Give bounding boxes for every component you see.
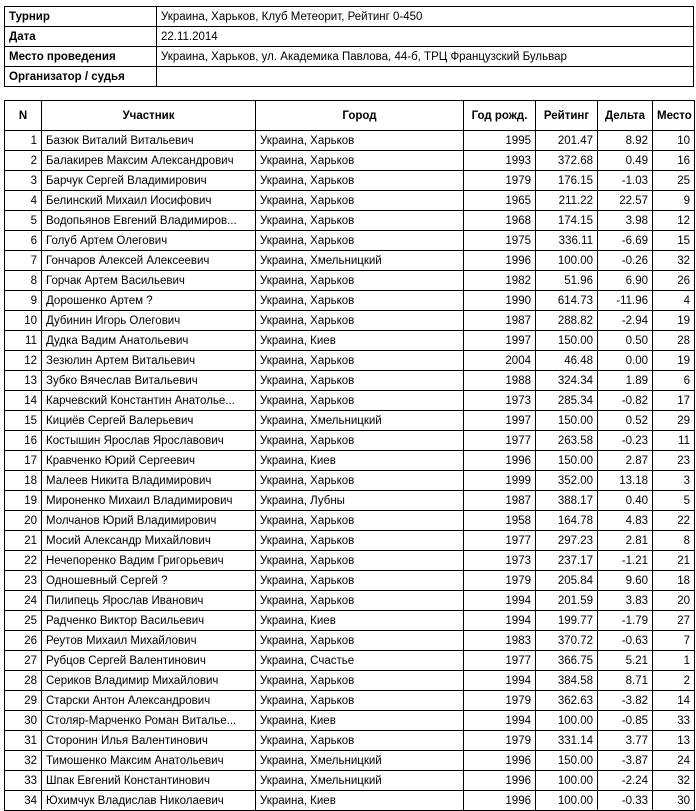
cell-n: 30 — [5, 711, 42, 731]
cell-participant: Радченко Виктор Васильевич — [42, 611, 256, 631]
cell-city: Украина, Киев — [256, 451, 464, 471]
cell-delta: 1.89 — [598, 371, 653, 391]
table-row — [5, 751, 695, 771]
cell-city: Украина, Харьков — [256, 351, 464, 371]
cell-place: 22 — [653, 511, 695, 531]
cell-delta: -1.21 — [598, 551, 653, 571]
cell-city: Украина, Харьков — [256, 191, 464, 211]
info-label: Дата — [5, 27, 157, 47]
cell-birth-year: 1996 — [464, 451, 536, 471]
cell-birth-year: 1994 — [464, 611, 536, 631]
cell-birth-year: 1977 — [464, 431, 536, 451]
cell-city: Украина, Харьков — [256, 171, 464, 191]
table-row — [5, 511, 695, 531]
cell-rating: 174.15 — [536, 211, 598, 231]
cell-n: 14 — [5, 391, 42, 411]
cell-rating: 370.72 — [536, 631, 598, 651]
results-table — [4, 100, 695, 811]
cell-delta: 4.83 — [598, 511, 653, 531]
header-delta: Дельта — [598, 101, 653, 131]
cell-birth-year: 1994 — [464, 671, 536, 691]
cell-place: 20 — [653, 591, 695, 611]
cell-participant: Одношевный Сергей ? — [42, 571, 256, 591]
info-row — [5, 7, 694, 27]
cell-participant: Мироненко Михаил Владимирович — [42, 491, 256, 511]
cell-rating: 285.34 — [536, 391, 598, 411]
cell-delta: -0.33 — [598, 791, 653, 811]
cell-birth-year: 1994 — [464, 591, 536, 611]
cell-n: 23 — [5, 571, 42, 591]
cell-participant: Дорошенко Артем ? — [42, 291, 256, 311]
cell-delta: 8.92 — [598, 131, 653, 151]
cell-city: Украина, Харьков — [256, 151, 464, 171]
cell-rating: 336.11 — [536, 231, 598, 251]
cell-delta: 0.00 — [598, 351, 653, 371]
cell-participant: Молчанов Юрий Владимирович — [42, 511, 256, 531]
cell-city: Украина, Харьков — [256, 571, 464, 591]
cell-rating: 150.00 — [536, 411, 598, 431]
tournament-info-table — [4, 6, 694, 87]
cell-rating: 164.78 — [536, 511, 598, 531]
cell-city: Украина, Харьков — [256, 391, 464, 411]
cell-participant: Пилипець Ярослав Иванович — [42, 591, 256, 611]
cell-birth-year: 1997 — [464, 331, 536, 351]
cell-rating: 201.47 — [536, 131, 598, 151]
cell-city: Украина, Харьков — [256, 631, 464, 651]
info-label: Организатор / судья — [5, 67, 157, 87]
cell-n: 31 — [5, 731, 42, 751]
cell-participant: Зубко Вячеслав Витальевич — [42, 371, 256, 391]
cell-birth-year: 1983 — [464, 631, 536, 651]
cell-participant: Тимошенко Максим Анатольевич — [42, 751, 256, 771]
cell-birth-year: 1997 — [464, 411, 536, 431]
info-value — [157, 67, 694, 87]
cell-city: Украина, Харьков — [256, 471, 464, 491]
cell-rating: 297.23 — [536, 531, 598, 551]
cell-rating: 237.17 — [536, 551, 598, 571]
cell-place: 27 — [653, 611, 695, 631]
table-row — [5, 691, 695, 711]
info-value: Украина, Харьков, ул. Академика Павлова, 44-б, ТРЦ Французский Бульвар — [157, 47, 694, 67]
cell-birth-year: 1996 — [464, 251, 536, 271]
cell-n: 29 — [5, 691, 42, 711]
table-row — [5, 551, 695, 571]
cell-place: 15 — [653, 231, 695, 251]
table-row — [5, 731, 695, 751]
cell-birth-year: 1973 — [464, 391, 536, 411]
cell-city: Украина, Киев — [256, 331, 464, 351]
cell-n: 28 — [5, 671, 42, 691]
cell-place: 32 — [653, 251, 695, 271]
cell-birth-year: 1996 — [464, 771, 536, 791]
cell-birth-year: 1988 — [464, 371, 536, 391]
cell-place: 33 — [653, 711, 695, 731]
table-row — [5, 311, 695, 331]
table-row — [5, 211, 695, 231]
cell-place: 25 — [653, 171, 695, 191]
cell-rating: 100.00 — [536, 791, 598, 811]
cell-n: 21 — [5, 531, 42, 551]
info-label: Турнир — [5, 7, 157, 27]
cell-participant: Белинский Михаил Иосифович — [42, 191, 256, 211]
cell-rating: 211.22 — [536, 191, 598, 211]
cell-delta: 2.87 — [598, 451, 653, 471]
cell-n: 4 — [5, 191, 42, 211]
cell-n: 25 — [5, 611, 42, 631]
cell-city: Украина, Харьков — [256, 731, 464, 751]
header-rating: Рейтинг — [536, 101, 598, 131]
cell-rating: 388.17 — [536, 491, 598, 511]
cell-participant: Базюк Виталий Витальевич — [42, 131, 256, 151]
cell-rating: 150.00 — [536, 751, 598, 771]
cell-n: 1 — [5, 131, 42, 151]
cell-rating: 205.84 — [536, 571, 598, 591]
cell-n: 18 — [5, 471, 42, 491]
cell-place: 29 — [653, 411, 695, 431]
cell-place: 9 — [653, 191, 695, 211]
cell-place: 7 — [653, 631, 695, 651]
cell-participant: Столяр-Марченко Роман Виталье... — [42, 711, 256, 731]
cell-n: 22 — [5, 551, 42, 571]
cell-n: 5 — [5, 211, 42, 231]
cell-participant: Кравченко Юрий Сергеевич — [42, 451, 256, 471]
table-row — [5, 671, 695, 691]
cell-n: 33 — [5, 771, 42, 791]
cell-rating: 100.00 — [536, 771, 598, 791]
cell-birth-year: 1958 — [464, 511, 536, 531]
cell-city: Украина, Харьков — [256, 371, 464, 391]
cell-place: 19 — [653, 351, 695, 371]
table-row — [5, 351, 695, 371]
cell-n: 15 — [5, 411, 42, 431]
cell-place: 30 — [653, 791, 695, 811]
info-row — [5, 27, 694, 47]
cell-n: 7 — [5, 251, 42, 271]
cell-delta: 8.71 — [598, 671, 653, 691]
cell-rating: 384.58 — [536, 671, 598, 691]
cell-place: 12 — [653, 211, 695, 231]
cell-delta: 0.50 — [598, 331, 653, 351]
header-birth-year: Год рожд. — [464, 101, 536, 131]
cell-city: Украина, Харьков — [256, 311, 464, 331]
table-row — [5, 451, 695, 471]
cell-rating: 100.00 — [536, 251, 598, 271]
cell-rating: 201.59 — [536, 591, 598, 611]
cell-place: 4 — [653, 291, 695, 311]
cell-place: 1 — [653, 651, 695, 671]
results-header-row — [5, 101, 695, 131]
cell-place: 23 — [653, 451, 695, 471]
cell-birth-year: 1993 — [464, 151, 536, 171]
cell-place: 17 — [653, 391, 695, 411]
cell-place: 18 — [653, 571, 695, 591]
cell-birth-year: 1982 — [464, 271, 536, 291]
table-row — [5, 151, 695, 171]
info-row — [5, 47, 694, 67]
cell-participant: Барчук Сергей Владимирович — [42, 171, 256, 191]
table-row — [5, 191, 695, 211]
table-row — [5, 171, 695, 191]
cell-city: Украина, Хмельницкий — [256, 771, 464, 791]
table-row — [5, 771, 695, 791]
info-row — [5, 67, 694, 87]
cell-rating: 366.75 — [536, 651, 598, 671]
cell-rating: 46.48 — [536, 351, 598, 371]
cell-birth-year: 1975 — [464, 231, 536, 251]
cell-delta: -0.82 — [598, 391, 653, 411]
cell-participant: Гончаров Алексей Алексеевич — [42, 251, 256, 271]
cell-birth-year: 1979 — [464, 171, 536, 191]
cell-n: 19 — [5, 491, 42, 511]
cell-n: 6 — [5, 231, 42, 251]
cell-birth-year: 1979 — [464, 731, 536, 751]
table-row — [5, 431, 695, 451]
cell-delta: 3.83 — [598, 591, 653, 611]
cell-city: Украина, Харьков — [256, 551, 464, 571]
cell-n: 32 — [5, 751, 42, 771]
cell-rating: 263.58 — [536, 431, 598, 451]
table-row — [5, 791, 695, 811]
cell-rating: 199.77 — [536, 611, 598, 631]
cell-participant: Зезюлин Артем Витальевич — [42, 351, 256, 371]
cell-participant: Старски Антон Александрович — [42, 691, 256, 711]
cell-delta: -3.82 — [598, 691, 653, 711]
cell-n: 26 — [5, 631, 42, 651]
header-city: Город — [256, 101, 464, 131]
cell-birth-year: 1987 — [464, 491, 536, 511]
cell-city: Украина, Хмельницкий — [256, 411, 464, 431]
cell-n: 10 — [5, 311, 42, 331]
cell-participant: Дудка Вадим Анатольевич — [42, 331, 256, 351]
cell-place: 21 — [653, 551, 695, 571]
cell-participant: Дубинин Игорь Олегович — [42, 311, 256, 331]
cell-birth-year: 1994 — [464, 711, 536, 731]
cell-participant: Голуб Артем Олегович — [42, 231, 256, 251]
cell-n: 16 — [5, 431, 42, 451]
cell-rating: 362.63 — [536, 691, 598, 711]
cell-n: 3 — [5, 171, 42, 191]
cell-delta: 3.98 — [598, 211, 653, 231]
cell-birth-year: 1990 — [464, 291, 536, 311]
cell-delta: -3.87 — [598, 751, 653, 771]
cell-participant: Шпак Евгений Константинович — [42, 771, 256, 791]
cell-city: Украина, Хмельницкий — [256, 751, 464, 771]
cell-place: 14 — [653, 691, 695, 711]
cell-delta: 13.18 — [598, 471, 653, 491]
cell-rating: 372.68 — [536, 151, 598, 171]
cell-place: 2 — [653, 671, 695, 691]
cell-city: Украина, Харьков — [256, 291, 464, 311]
cell-place: 32 — [653, 771, 695, 791]
cell-place: 24 — [653, 751, 695, 771]
cell-participant: Реутов Михаил Михайлович — [42, 631, 256, 651]
cell-place: 11 — [653, 431, 695, 451]
cell-place: 28 — [653, 331, 695, 351]
cell-birth-year: 1995 — [464, 131, 536, 151]
cell-n: 12 — [5, 351, 42, 371]
cell-participant: Балакирев Максим Александрович — [42, 151, 256, 171]
table-row — [5, 131, 695, 151]
table-row — [5, 571, 695, 591]
cell-rating: 614.73 — [536, 291, 598, 311]
cell-delta: 0.52 — [598, 411, 653, 431]
table-row — [5, 231, 695, 251]
cell-participant: Сторонин Илья Валентинович — [42, 731, 256, 751]
cell-n: 24 — [5, 591, 42, 611]
cell-city: Украина, Киев — [256, 791, 464, 811]
header-place: Место — [653, 101, 695, 131]
cell-birth-year: 1973 — [464, 551, 536, 571]
cell-city: Украина, Киев — [256, 711, 464, 731]
cell-birth-year: 1987 — [464, 311, 536, 331]
cell-birth-year: 1968 — [464, 211, 536, 231]
cell-place: 5 — [653, 491, 695, 511]
cell-delta: -1.79 — [598, 611, 653, 631]
cell-participant: Мосий Александр Михайлович — [42, 531, 256, 551]
cell-rating: 324.34 — [536, 371, 598, 391]
table-row — [5, 531, 695, 551]
cell-rating: 100.00 — [536, 711, 598, 731]
cell-delta: 3.77 — [598, 731, 653, 751]
cell-place: 16 — [653, 151, 695, 171]
table-row — [5, 611, 695, 631]
cell-city: Украина, Счастье — [256, 651, 464, 671]
table-row — [5, 591, 695, 611]
cell-participant: Кициёв Сергей Валерьевич — [42, 411, 256, 431]
cell-birth-year: 2004 — [464, 351, 536, 371]
table-row — [5, 491, 695, 511]
cell-place: 19 — [653, 311, 695, 331]
cell-n: 2 — [5, 151, 42, 171]
info-value: Украина, Харьков, Клуб Метеорит, Рейтинг 0-450 — [157, 7, 694, 27]
cell-rating: 176.15 — [536, 171, 598, 191]
cell-delta: 9.60 — [598, 571, 653, 591]
cell-participant: Горчак Артем Васильевич — [42, 271, 256, 291]
cell-n: 34 — [5, 791, 42, 811]
cell-rating: 150.00 — [536, 451, 598, 471]
cell-place: 3 — [653, 471, 695, 491]
cell-participant: Сериков Владимир Михайлович — [42, 671, 256, 691]
cell-city: Украина, Харьков — [256, 131, 464, 151]
cell-delta: 5.21 — [598, 651, 653, 671]
table-row — [5, 391, 695, 411]
cell-place: 13 — [653, 731, 695, 751]
cell-place: 26 — [653, 271, 695, 291]
cell-n: 11 — [5, 331, 42, 351]
cell-birth-year: 1999 — [464, 471, 536, 491]
cell-n: 13 — [5, 371, 42, 391]
cell-delta: -6.69 — [598, 231, 653, 251]
cell-delta: -2.94 — [598, 311, 653, 331]
cell-delta: -11.96 — [598, 291, 653, 311]
cell-rating: 150.00 — [536, 331, 598, 351]
cell-n: 17 — [5, 451, 42, 471]
cell-place: 10 — [653, 131, 695, 151]
cell-participant: Нечепоренко Вадим Григорьевич — [42, 551, 256, 571]
cell-city: Украина, Киев — [256, 611, 464, 631]
cell-city: Украина, Лубны — [256, 491, 464, 511]
table-row — [5, 471, 695, 491]
table-row — [5, 631, 695, 651]
table-row — [5, 371, 695, 391]
cell-n: 27 — [5, 651, 42, 671]
cell-city: Украина, Харьков — [256, 211, 464, 231]
cell-rating: 331.14 — [536, 731, 598, 751]
cell-birth-year: 1965 — [464, 191, 536, 211]
cell-n: 20 — [5, 511, 42, 531]
cell-delta: 0.49 — [598, 151, 653, 171]
cell-n: 9 — [5, 291, 42, 311]
cell-city: Украина, Харьков — [256, 271, 464, 291]
header-n: N — [5, 101, 42, 131]
cell-birth-year: 1977 — [464, 531, 536, 551]
cell-rating: 352.00 — [536, 471, 598, 491]
cell-delta: 0.40 — [598, 491, 653, 511]
cell-birth-year: 1996 — [464, 791, 536, 811]
cell-participant: Юхимчук Владислав Николаевич — [42, 791, 256, 811]
cell-birth-year: 1979 — [464, 691, 536, 711]
table-row — [5, 651, 695, 671]
cell-place: 6 — [653, 371, 695, 391]
table-row — [5, 331, 695, 351]
cell-city: Украина, Харьков — [256, 231, 464, 251]
cell-birth-year: 1977 — [464, 651, 536, 671]
cell-birth-year: 1979 — [464, 571, 536, 591]
cell-city: Украина, Харьков — [256, 591, 464, 611]
cell-delta: -0.26 — [598, 251, 653, 271]
cell-n: 8 — [5, 271, 42, 291]
cell-participant: Малеев Никита Владимирович — [42, 471, 256, 491]
cell-delta: 22.57 — [598, 191, 653, 211]
cell-place: 8 — [653, 531, 695, 551]
cell-delta: -1.03 — [598, 171, 653, 191]
cell-delta: -2.24 — [598, 771, 653, 791]
cell-city: Украина, Хмельницкий — [256, 251, 464, 271]
cell-city: Украина, Харьков — [256, 671, 464, 691]
table-row — [5, 251, 695, 271]
cell-delta: -0.85 — [598, 711, 653, 731]
header-participant: Участник — [42, 101, 256, 131]
table-row — [5, 411, 695, 431]
cell-participant: Водопьянов Евгений Владимиров... — [42, 211, 256, 231]
table-row — [5, 291, 695, 311]
cell-participant: Карчевский Константин Анатолье... — [42, 391, 256, 411]
cell-city: Украина, Харьков — [256, 511, 464, 531]
cell-delta: 2.81 — [598, 531, 653, 551]
cell-delta: -0.23 — [598, 431, 653, 451]
table-row — [5, 271, 695, 291]
cell-delta: 6.90 — [598, 271, 653, 291]
cell-participant: Рубцов Сергей Валентинович — [42, 651, 256, 671]
cell-city: Украина, Харьков — [256, 531, 464, 551]
cell-delta: -0.63 — [598, 631, 653, 651]
info-value: 22.11.2014 — [157, 27, 694, 47]
table-row — [5, 711, 695, 731]
cell-rating: 51.96 — [536, 271, 598, 291]
info-label: Место проведения — [5, 47, 157, 67]
cell-city: Украина, Харьков — [256, 691, 464, 711]
cell-birth-year: 1996 — [464, 751, 536, 771]
cell-participant: Костышин Ярослав Ярославович — [42, 431, 256, 451]
cell-rating: 288.82 — [536, 311, 598, 331]
cell-city: Украина, Харьков — [256, 431, 464, 451]
